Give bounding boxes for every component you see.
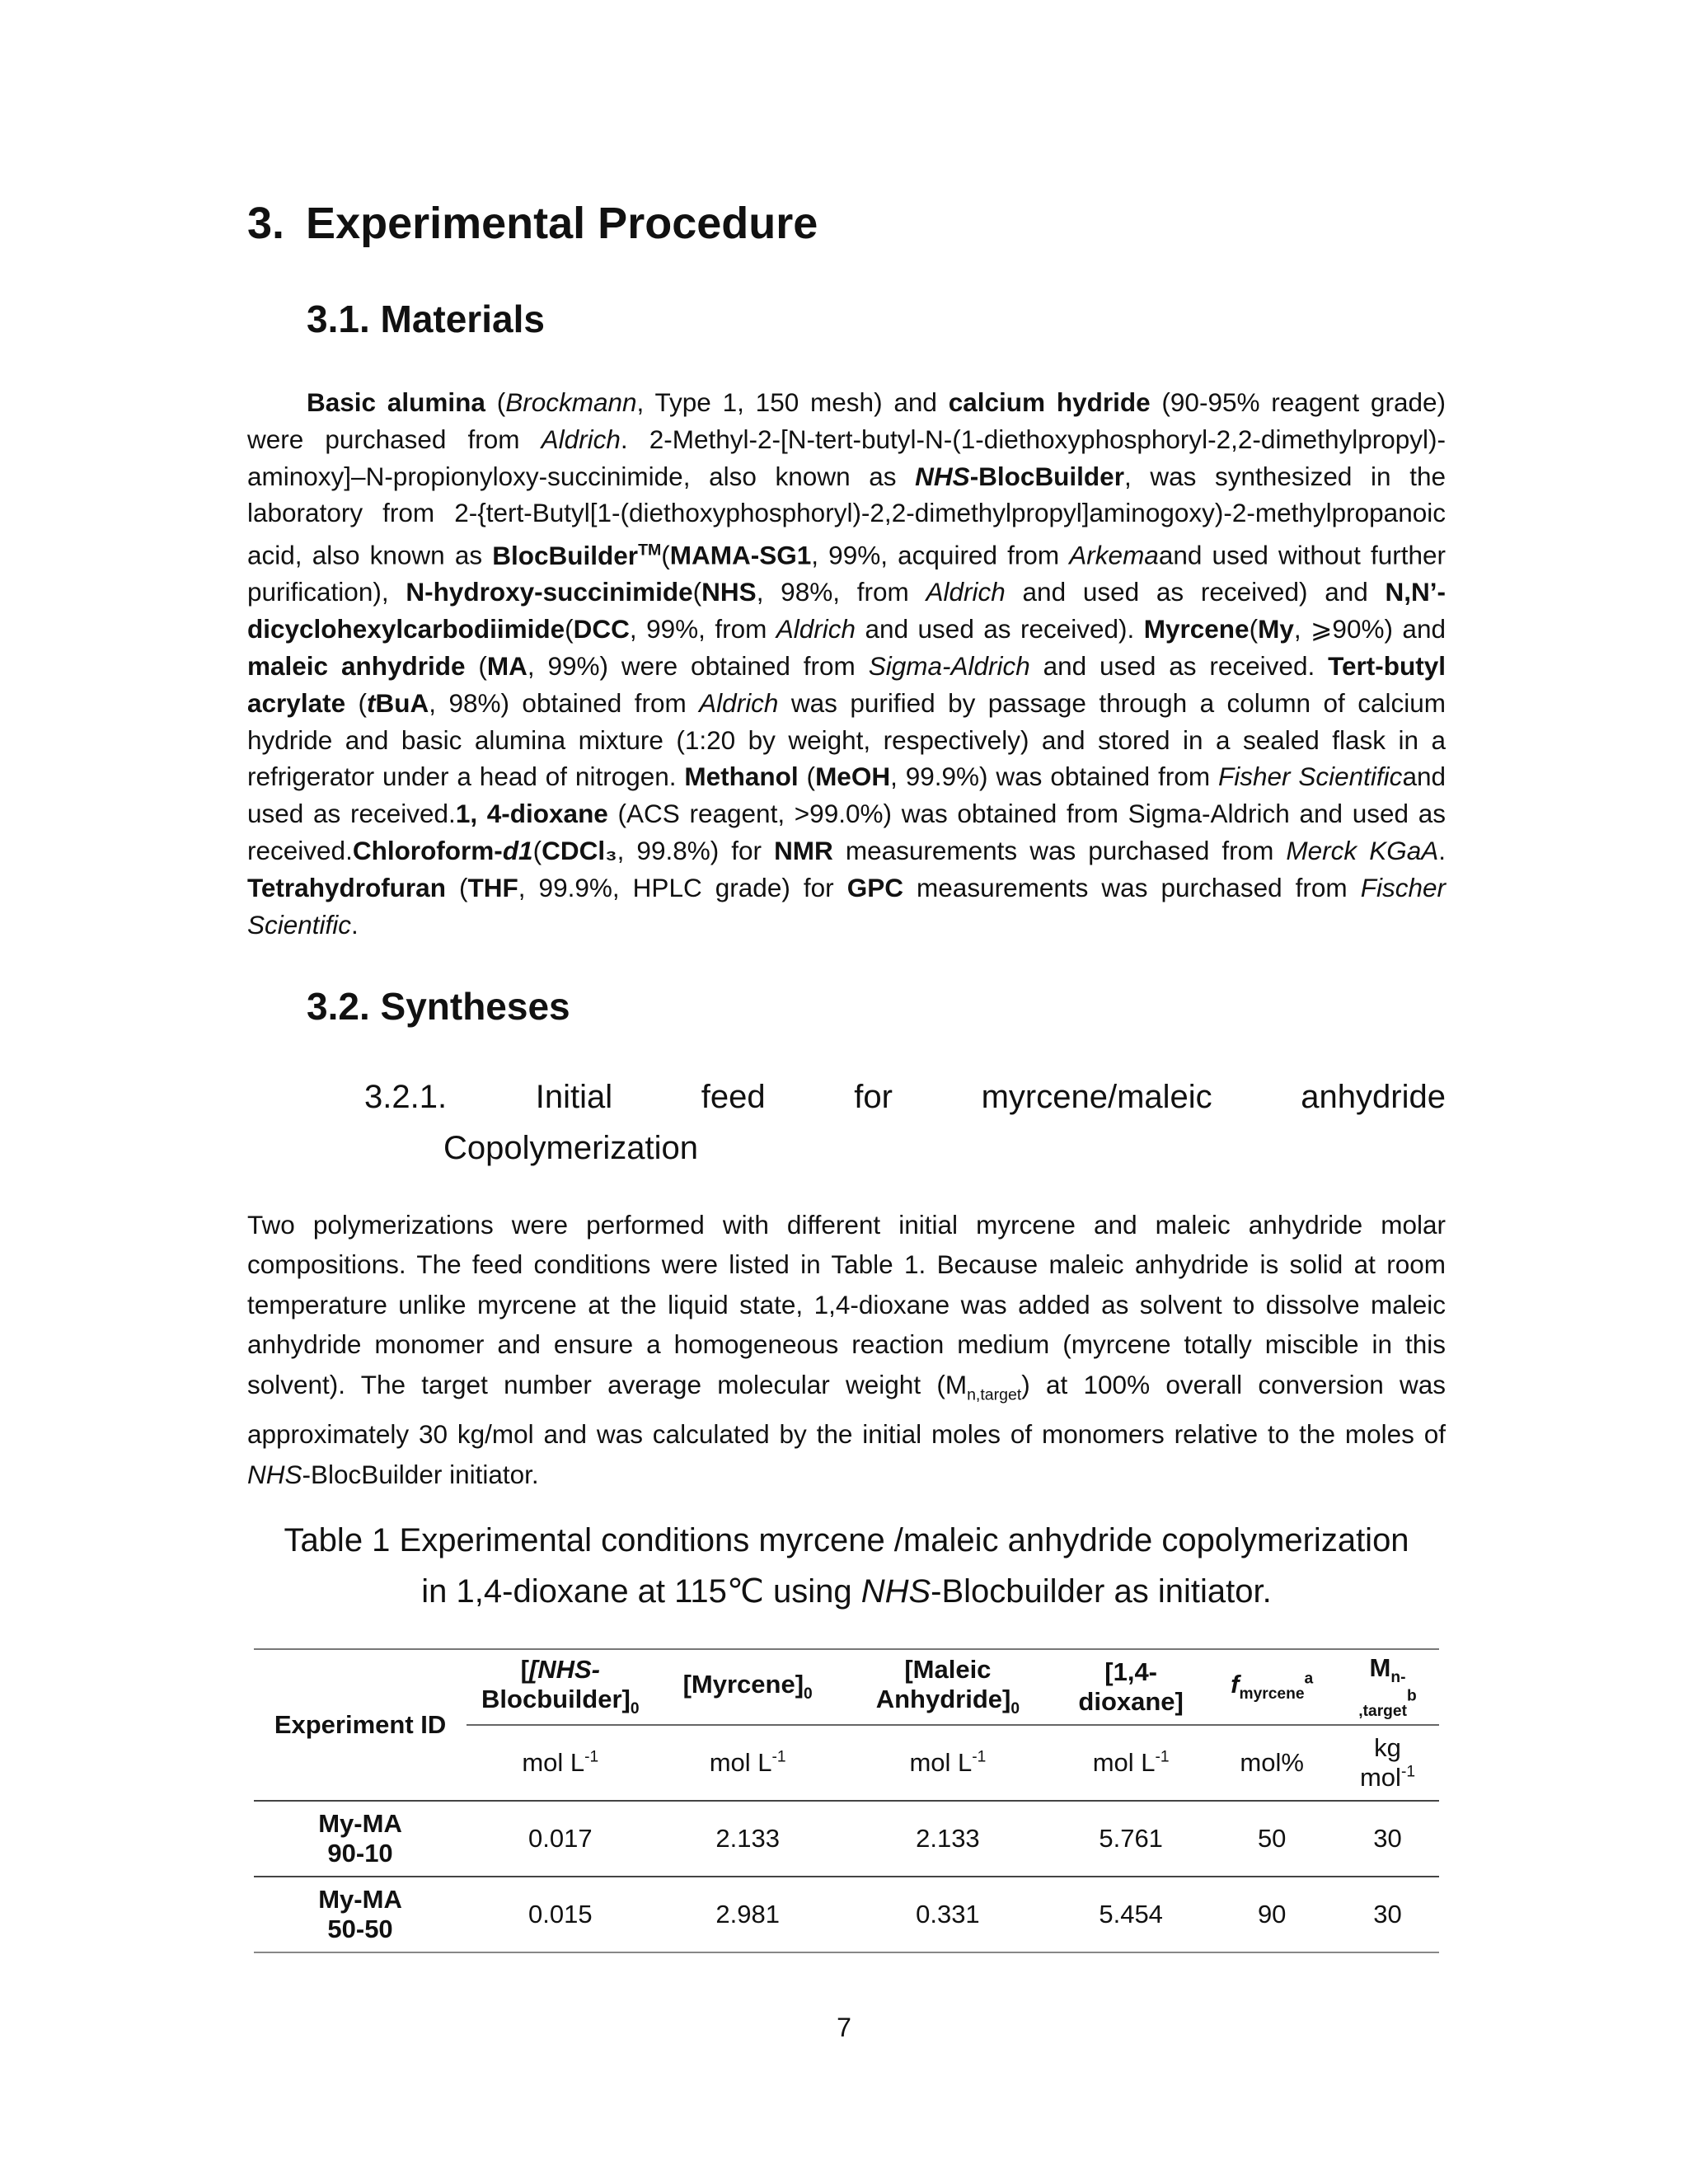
header-dioxane: [1,4- dioxane]	[1054, 1649, 1207, 1725]
unit-maleic: mol $L^{-1}$	[909, 1748, 987, 1777]
unit-nhs: mol $L^{-1}$	[522, 1748, 599, 1777]
unit-f: mol%	[1240, 1748, 1304, 1777]
header-nhs: [[NHS- $Blocbuilder]_0$	[467, 1649, 654, 1725]
header-experiment-id: Experiment ID	[254, 1649, 467, 1801]
syntheses-heading: 3.2. Syntheses	[307, 985, 570, 1028]
section-heading	[247, 198, 818, 249]
unit-myrcene: mol $L^{-1}$	[709, 1748, 786, 1777]
table-row: My-MA 90-10 0.017 2.133 2.133 5.761 50 30	[254, 1801, 1439, 1877]
table-row: My-MA 50-50 0.015 2.981 0.331 5.454 90 30	[254, 1877, 1439, 1952]
materials-paragraph: Basic alumina (Brockmann, Type 1, 150 mesh) and calcium hydride (90-95% reagent grade) were purchased from Aldrich. 2-Methyl-2-[N-tert-butyl-N-(1-diethoxyphosphoryl-2,2-dimethylpropyl)-aminoxy]–N-propionyloxy-succinimide, also known as NHS-BlocBuilder, was synthesized in the laboratory from 2-{tert-Butyl[1-(diethoxyphosphoryl)-2,2-dimethylpropyl]aminogoxy)-2-methylpropanoic acid, also known as BlocBuilder™(MAMA-SG1, 99%, acquired from Arkemaand used without further purification), N-hydroxy-succinimide(NHS, 98%, from Aldrich and used as received) and N,N’-dicyclohexylcarbodiimide(DCC, 99%, from Aldrich and used as received). Myrcene(My, ⩾90%) and maleic anhydride (MA, 99%) were obtained from Sigma-Aldrich and used as received. Tert-butyl acrylate (tBuA, 98%) obtained from Aldrich was purified by passage through a column of calcium hydride and basic alumina mixture (1:20 by weight, respectively) and stored in a sealed flask in a refrigerator under a head of nitrogen. Methanol (MeOH, 99.9%) was obtained from Fisher Scientificand used as received.1, 4-dioxane (ACS reagent, >99.0%) was obtained from Sigma-Aldrich and used as received.Chloroform-d1(CDCl₃, 99.8%) for NMR measurements was purchased from Merck KGaA. Tetrahydrofuran (THF, 99.9%, HPLC grade) for GPC measurements was purchased from Fischer Scientific.	[247, 387, 1447, 940]
section-number: 3.	[247, 199, 285, 248]
section-title: Experimental Procedure	[306, 199, 818, 248]
feed-paragraph: Two polymerizations were performed with different initial myrcene and maleic anhydride molar compositions. The feed conditions were listed in Table 1. Because maleic anhydride is solid at room temperature unlike myrcene at the liquid state, 1,4-dioxane was added as solvent to dissolve maleic anhydride monomer and ensure a homogeneous reaction medium (myrcene totally miscible in this solvent). The target number average molecular weight $(M_{n,target})$ at 100% overall conversion was approximately 30 kg/mol and was calculated by the initial moles of monomers relative to the moles of NHS-BlocBuilder initiator.	[247, 1210, 1446, 1489]
page-number: 7	[837, 2013, 851, 2042]
unit-dioxane: mol $L^{-1}$	[1092, 1748, 1170, 1777]
header-mn-target: $M_{n-}$ $_{,target}^b$	[1336, 1649, 1439, 1725]
header-f-myrcene: $f_{myrcene}^a$	[1207, 1649, 1336, 1725]
table-caption: Table 1 Experimental conditions myrcene /maleic anhydride copolymerization in 1,4-dioxane at 115℃ using NHS-Blocbuilder as initiator.	[284, 1522, 1409, 1610]
materials-heading: 3.1. Materials	[307, 298, 545, 340]
header-myrcene: $[Myrcene]_0$	[654, 1649, 841, 1725]
experimental-conditions-table	[254, 1648, 1439, 1953]
header-maleic-anhydride: [Maleic $Anhydride]_0$	[842, 1649, 1054, 1725]
unit-mn: kg mol$^{-1}$	[1359, 1733, 1416, 1792]
subsection-heading: 3.2.1. Initial feed for myrcene/maleic anhydride Copolymerization	[364, 1079, 1446, 1166]
